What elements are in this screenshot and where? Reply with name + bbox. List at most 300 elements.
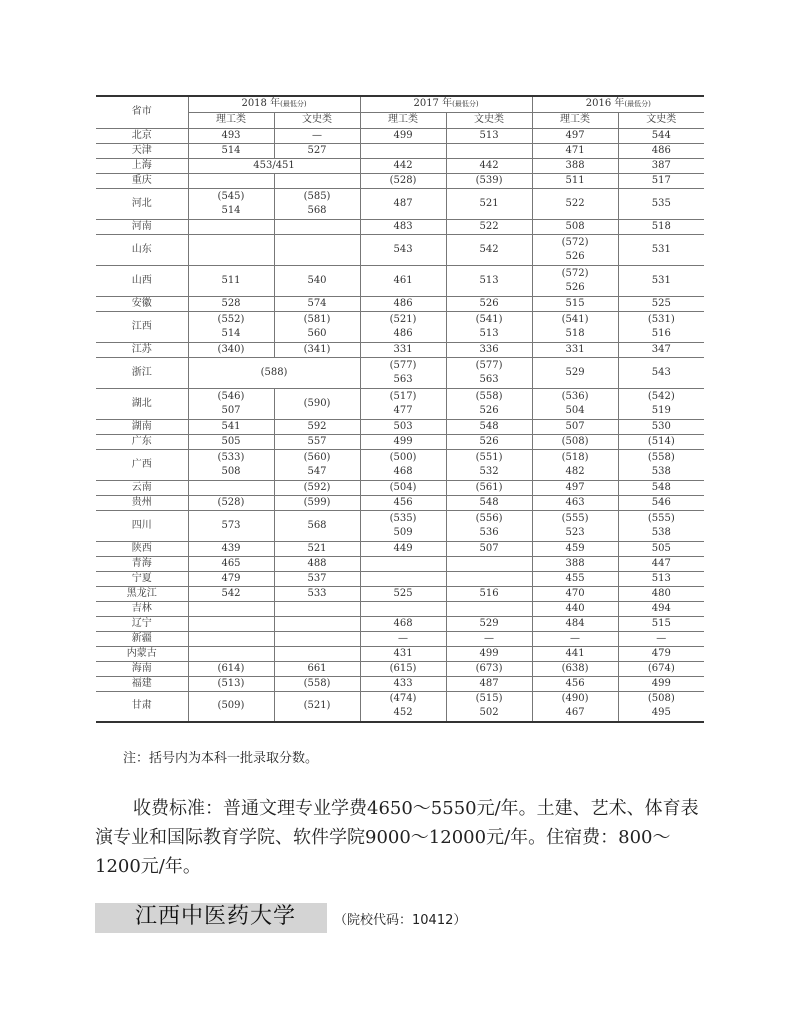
score-value: 538 (651, 526, 671, 538)
score-cell (188, 234, 274, 265)
score-cell (446, 541, 532, 556)
score-cell (618, 586, 704, 601)
province-cell: 山东 (96, 234, 188, 265)
score-value: 518 (565, 327, 585, 339)
score-cell (188, 495, 274, 510)
score-cell (360, 311, 446, 342)
score-value: (673) (475, 662, 503, 674)
score-value: 465 (221, 557, 241, 569)
score-value: (581) (303, 313, 331, 325)
score-value: 509 (393, 526, 413, 538)
score-cell (446, 495, 532, 510)
province-cell: 河北 (96, 188, 188, 219)
score-value: (340) (217, 343, 245, 355)
category-header: 文史类 (618, 112, 704, 128)
score-cell (532, 691, 618, 722)
score-cell (446, 265, 532, 296)
score-cell (618, 691, 704, 722)
score-cell (446, 631, 532, 646)
score-cell (532, 541, 618, 556)
table-row (96, 480, 704, 495)
score-value: (561) (475, 481, 503, 493)
table-row (96, 434, 704, 449)
score-cell (618, 541, 704, 556)
score-value: 560 (307, 327, 327, 339)
score-cell (274, 173, 360, 188)
score-value: 661 (307, 662, 327, 674)
province-cell: 宁夏 (96, 571, 188, 586)
score-value: 515 (565, 297, 585, 309)
score-value: 521 (479, 197, 499, 209)
score-cell (274, 143, 360, 158)
province-cell: 贵州 (96, 495, 188, 510)
score-value: 511 (221, 274, 241, 286)
score-value: 525 (651, 297, 671, 309)
score-cell (618, 265, 704, 296)
province-cell: 江苏 (96, 342, 188, 357)
table-row (96, 449, 704, 480)
institution-code: （院校代码：10412） (334, 913, 467, 928)
score-cell (274, 188, 360, 219)
score-cell (618, 661, 704, 676)
category-header: 文史类 (274, 112, 360, 128)
score-cell (274, 691, 360, 722)
score-value: 513 (651, 572, 671, 584)
score-value: 440 (565, 602, 585, 614)
score-cell (188, 676, 274, 691)
category-header: 文史类 (446, 112, 532, 128)
score-cell (618, 646, 704, 661)
score-value: (518) (561, 451, 589, 463)
score-cell (274, 296, 360, 311)
table-row (96, 128, 704, 143)
province-cell: 江西 (96, 311, 188, 342)
year-header-2016: 2016 年(最低分) (532, 96, 704, 112)
table-row (96, 419, 704, 434)
score-value: 526 (565, 281, 585, 293)
score-cell (446, 234, 532, 265)
score-value: 480 (651, 587, 671, 599)
score-cell (532, 646, 618, 661)
score-cell (532, 510, 618, 541)
score-cell (360, 449, 446, 480)
score-value: 532 (479, 465, 499, 477)
table-row (96, 188, 704, 219)
score-cell (274, 541, 360, 556)
score-value: 499 (393, 129, 413, 141)
score-cell (532, 342, 618, 357)
score-cell (446, 296, 532, 311)
score-value: 537 (307, 572, 327, 584)
table-row (96, 265, 704, 296)
score-cell (446, 419, 532, 434)
score-cell (618, 480, 704, 495)
score-value: (541) (475, 313, 503, 325)
score-cell (188, 219, 274, 234)
score-value: 519 (651, 404, 671, 416)
table-row (96, 646, 704, 661)
year-header-row (96, 96, 704, 112)
score-cell (360, 691, 446, 722)
province-cell: 吉林 (96, 601, 188, 616)
score-cell (532, 434, 618, 449)
score-cell (618, 143, 704, 158)
score-value: 526 (479, 404, 499, 416)
score-cell (532, 495, 618, 510)
score-value: 514 (221, 327, 241, 339)
score-value: 513 (479, 327, 499, 339)
score-cell (188, 616, 274, 631)
score-cell (532, 480, 618, 495)
score-cell (446, 434, 532, 449)
score-cell (360, 419, 446, 434)
score-cell (360, 143, 446, 158)
score-cell (618, 419, 704, 434)
score-value: (551) (475, 451, 503, 463)
score-value: (509) (217, 700, 245, 712)
score-value: 459 (565, 542, 585, 554)
score-cell (360, 128, 446, 143)
table-row (96, 311, 704, 342)
score-cell (274, 480, 360, 495)
score-value: 525 (393, 587, 413, 599)
score-value: 507 (565, 420, 585, 432)
score-value: 447 (651, 557, 671, 569)
score-value: 449 (393, 542, 413, 554)
score-value: 518 (651, 220, 671, 232)
score-cell (618, 556, 704, 571)
score-cell (360, 434, 446, 449)
score-cell (188, 631, 274, 646)
score-value: 521 (307, 542, 327, 554)
score-value: 557 (307, 435, 327, 447)
score-value: (508) (561, 435, 589, 447)
score-cell (618, 616, 704, 631)
score-value: (590) (303, 397, 331, 409)
table-row (96, 495, 704, 510)
score-value: 503 (393, 420, 413, 432)
score-value: 493 (221, 129, 241, 141)
score-value: 514 (221, 204, 241, 216)
score-cell (360, 541, 446, 556)
score-cell (274, 311, 360, 342)
score-value: (521) (389, 313, 417, 325)
score-value: 507 (221, 404, 241, 416)
score-value: 543 (393, 243, 413, 255)
score-cell (532, 234, 618, 265)
score-value: (536) (561, 390, 589, 402)
score-value: 568 (307, 204, 327, 216)
score-cell (274, 419, 360, 434)
score-value: 527 (307, 144, 327, 156)
score-value: (508) (647, 693, 675, 705)
score-cell (446, 661, 532, 676)
score-value: 456 (393, 496, 413, 508)
score-value: 456 (565, 677, 585, 689)
score-cell (532, 265, 618, 296)
score-value: 505 (651, 542, 671, 554)
table-row (96, 510, 704, 541)
score-value: (558) (475, 390, 503, 402)
score-value: (572) (561, 236, 589, 248)
score-value: (577) (475, 359, 503, 371)
score-cell (188, 691, 274, 722)
province-cell: 黑龙江 (96, 586, 188, 601)
province-cell: 北京 (96, 128, 188, 143)
score-value: 433 (393, 677, 413, 689)
score-cell (360, 480, 446, 495)
category-header-row (96, 112, 704, 128)
score-value: (490) (561, 693, 589, 705)
score-value: 442 (393, 159, 413, 171)
score-value: 544 (651, 129, 671, 141)
table-row (96, 219, 704, 234)
score-cell (446, 676, 532, 691)
score-value: 442 (479, 159, 499, 171)
province-cell: 福建 (96, 676, 188, 691)
province-cell: 湖北 (96, 388, 188, 419)
score-cell (532, 128, 618, 143)
score-cell (446, 571, 532, 586)
score-cell (532, 556, 618, 571)
province-cell: 辽宁 (96, 616, 188, 631)
score-value: 548 (651, 481, 671, 493)
score-cell (274, 586, 360, 601)
score-cell (360, 265, 446, 296)
table-row (96, 234, 704, 265)
score-value: 494 (651, 602, 671, 614)
score-value: (572) (561, 267, 589, 279)
score-cell (446, 388, 532, 419)
table-row (96, 676, 704, 691)
score-cell (446, 646, 532, 661)
province-cell: 广西 (96, 449, 188, 480)
score-value: 487 (393, 197, 413, 209)
score-value: 471 (565, 144, 585, 156)
score-cell (532, 188, 618, 219)
score-value: 568 (307, 519, 327, 531)
year-header-2017: 2017 年(最低分) (360, 96, 532, 112)
score-cell (274, 646, 360, 661)
score-value: 514 (221, 144, 241, 156)
score-value: (500) (389, 451, 417, 463)
score-cell (532, 357, 618, 388)
year-header-2018: 2018 年(最低分) (188, 96, 360, 112)
score-value: (638) (561, 662, 589, 674)
score-value: 574 (307, 297, 327, 309)
score-cell (532, 571, 618, 586)
score-cell (274, 631, 360, 646)
table-row (96, 158, 704, 173)
score-cell (446, 556, 532, 571)
province-cell: 上海 (96, 158, 188, 173)
score-cell (618, 357, 704, 388)
score-value: 529 (479, 617, 499, 629)
score-cell (188, 296, 274, 311)
score-value: (585) (303, 190, 331, 202)
score-cell (618, 601, 704, 616)
score-cell (446, 357, 532, 388)
score-value: 515 (651, 617, 671, 629)
score-value: 439 (221, 542, 241, 554)
score-value: 516 (479, 587, 499, 599)
score-value: (514) (647, 435, 675, 447)
score-cell (532, 296, 618, 311)
score-value: — (312, 129, 322, 141)
score-cell (274, 571, 360, 586)
score-cell (360, 234, 446, 265)
score-cell (532, 158, 618, 173)
score-cell (618, 296, 704, 311)
score-cell (360, 219, 446, 234)
score-value: 563 (479, 373, 499, 385)
score-value: 533 (307, 587, 327, 599)
score-cell (532, 143, 618, 158)
score-cell (618, 128, 704, 143)
score-value: 482 (565, 465, 585, 477)
score-cell (360, 556, 446, 571)
score-cell (188, 556, 274, 571)
score-value: 488 (307, 557, 327, 569)
score-cell (532, 616, 618, 631)
score-value: (528) (389, 174, 417, 186)
score-value: 497 (565, 481, 585, 493)
score-cell (618, 188, 704, 219)
score-cell (360, 616, 446, 631)
score-cell (618, 311, 704, 342)
score-cell (188, 510, 274, 541)
score-value: 347 (651, 343, 671, 355)
score-cell (360, 495, 446, 510)
score-cell (360, 357, 446, 388)
score-cell (618, 173, 704, 188)
score-value: 461 (393, 274, 413, 286)
score-cell (446, 342, 532, 357)
score-cell (446, 616, 532, 631)
table-row (96, 616, 704, 631)
score-value: 540 (307, 274, 327, 286)
province-header: 省市 (96, 96, 188, 128)
score-cell (532, 586, 618, 601)
score-value: 547 (307, 465, 327, 477)
score-cell (532, 676, 618, 691)
score-value: 388 (565, 159, 585, 171)
score-value: 431 (393, 647, 413, 659)
table-row (96, 601, 704, 616)
score-cell (188, 434, 274, 449)
category-header: 理工类 (532, 112, 618, 128)
score-cell (446, 311, 532, 342)
score-cell (274, 601, 360, 616)
category-header: 理工类 (188, 112, 274, 128)
score-value: 536 (479, 526, 499, 538)
score-cell (188, 419, 274, 434)
score-value: 508 (221, 465, 241, 477)
score-cell (188, 541, 274, 556)
score-cell (274, 388, 360, 419)
score-value: 479 (651, 647, 671, 659)
score-value: (560) (303, 451, 331, 463)
score-cell (446, 128, 532, 143)
score-cell (274, 556, 360, 571)
score-cell (446, 586, 532, 601)
score-cell (360, 388, 446, 419)
score-value: 508 (565, 220, 585, 232)
score-value: 468 (393, 465, 413, 477)
score-value: 517 (651, 174, 671, 186)
province-cell: 海南 (96, 661, 188, 676)
score-value: (474) (389, 693, 417, 705)
score-value: 531 (651, 274, 671, 286)
province-cell: 安徽 (96, 296, 188, 311)
province-cell: 山西 (96, 265, 188, 296)
province-cell: 浙江 (96, 357, 188, 388)
score-cell (188, 646, 274, 661)
score-cell (188, 449, 274, 480)
score-value: (552) (217, 313, 245, 325)
score-cell (618, 434, 704, 449)
table-row (96, 556, 704, 571)
score-value: 388 (565, 557, 585, 569)
score-value: (541) (561, 313, 589, 325)
score-cell (532, 661, 618, 676)
admission-score-table (96, 95, 704, 723)
score-cell (274, 449, 360, 480)
category-header: 理工类 (360, 112, 446, 128)
score-value: (614) (217, 662, 245, 674)
score-cell (274, 495, 360, 510)
score-value: — (398, 632, 409, 644)
score-value: (555) (561, 512, 589, 524)
score-cell (360, 188, 446, 219)
score-value: 467 (565, 707, 585, 719)
province-cell: 重庆 (96, 173, 188, 188)
score-value: 505 (221, 435, 241, 447)
score-cell (446, 158, 532, 173)
score-value: 499 (479, 647, 499, 659)
score-cell (360, 173, 446, 188)
table-row (96, 357, 704, 388)
score-cell (360, 661, 446, 676)
score-cell (188, 601, 274, 616)
score-cell (618, 510, 704, 541)
score-value: (545) (217, 190, 245, 202)
score-value: 528 (221, 297, 241, 309)
score-value: 387 (651, 159, 671, 171)
score-value: 526 (479, 435, 499, 447)
score-value: 531 (651, 243, 671, 255)
score-cell (360, 601, 446, 616)
score-cell (360, 631, 446, 646)
table-row (96, 173, 704, 188)
province-cell: 甘肃 (96, 691, 188, 722)
score-value: (535) (389, 512, 417, 524)
score-cell (446, 691, 532, 722)
table-row (96, 296, 704, 311)
score-value: 548 (479, 420, 499, 432)
table-row (96, 631, 704, 646)
score-cell (274, 128, 360, 143)
score-cell (274, 342, 360, 357)
score-value: 526 (565, 250, 585, 262)
score-value: 530 (651, 420, 671, 432)
score-value: (513) (217, 677, 245, 689)
score-cell (360, 586, 446, 601)
score-cell (618, 631, 704, 646)
score-value: 487 (479, 677, 499, 689)
fee-text: 收费标准：普通文理专业学费4650～5550元/年。土建、艺术、体育表演专业和国际教育学院、软件学院9000～12000元/年。住宿费：800～1200元/年。 (95, 798, 699, 877)
table-row (96, 342, 704, 357)
